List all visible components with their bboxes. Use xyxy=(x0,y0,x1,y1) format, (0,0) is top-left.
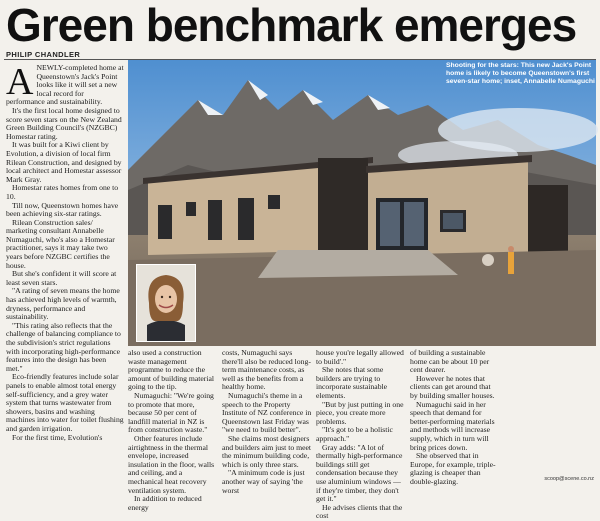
paragraph: She claims most designers and builders aim just to meet the minimum building code, which is only three stars. xyxy=(222,433,312,469)
paragraph: "A rating of seven means the home has achieved high levels of warmth, dryness, performance and sustainability. xyxy=(6,286,120,322)
paragraph: Gray adds: "A lot of thermally high-performance buildings still get condensation because they use aluminium windows — if they're timber, they don't get it." xyxy=(316,442,403,504)
portrait-illustration xyxy=(137,265,195,341)
paragraph: It was built for a Kiwi client by Evolution, a division of local firm Rilean Construction, and designed by local architect and Homestar assessor Mark Gray. xyxy=(6,140,122,184)
paragraph: of building a sustainable home can be about 10 per cent dearer. xyxy=(410,348,490,375)
article-column-5 xyxy=(410,348,500,486)
article-column-2 xyxy=(128,348,218,512)
paragraph: She notes that some builders are trying to incorporate sustainable elements. xyxy=(316,365,388,400)
paragraph: For the first time, Evolution's xyxy=(12,432,103,442)
drop-cap: A xyxy=(6,61,34,103)
paragraph: "It's got to be a holistic approach." xyxy=(316,425,393,443)
photo-illustration xyxy=(128,60,596,346)
paragraph: It's the first local home designed to score seven stars on the New Zealand Green Building Council's (NZGBC) Homestar rating. xyxy=(6,105,122,141)
house-mountains-photo xyxy=(128,60,596,346)
paragraph: Till now, Queenstown homes have been achieving six-star ratings. xyxy=(6,200,119,219)
paragraph: "But by just putting in one piece, you create more problems. xyxy=(316,399,404,426)
paragraph: However he notes that clients can get around that by building smaller houses. xyxy=(410,373,495,400)
paragraph: Eco-friendly features include solar panels to enable almost total energy self-sufficiency, and a grey water system that turns wastewater from showers, basins and washing machines into water for toilet flushing and garden irrigation. xyxy=(6,372,124,433)
paragraph: He advises clients that the cost xyxy=(316,502,403,521)
paragraph xyxy=(6,61,124,107)
portrait-photo xyxy=(136,264,196,342)
paragraph: But she's confident it will score at least seven stars. xyxy=(6,269,117,287)
article-column-1 xyxy=(6,61,124,482)
paragraph: Numaguchi said in her speech that demand for better-performing materials and methods will increase supply, which in turn will bring prices down. xyxy=(410,399,495,452)
contact-email: scoop@scene.co.nz xyxy=(544,476,594,482)
photo-caption: Shooting for the stars: This new Jack's Point home is likely to become Queenstown's first seven-star home; inset, Annabelle Numaguchi xyxy=(446,62,595,85)
paragraph: "This rating also reflects that the challenge of balancing compliance to the subdivision's strict regulations with incorporating high-performance features into the design has been met." xyxy=(6,320,121,373)
paragraph: She observed that in Europe, for example, triple-glazing is cheaper than double-glazing. xyxy=(410,451,496,486)
paragraph: costs, Numaguchi says there'll also be reduced long-term maintenance costs, as well as the benefits from a healthy home. xyxy=(222,348,311,392)
headline: Green benchmark emerges xyxy=(6,0,577,51)
paragraph: Homestar rates homes from one to 10. xyxy=(6,183,119,201)
paragraph: house you're legally allowed to build'." xyxy=(316,348,404,366)
paragraph: also used a construction waste management programme to reduce the amount of building material going to the tip. xyxy=(128,348,215,392)
article-column-3 xyxy=(222,348,312,495)
paragraph: In addition to reduced energy xyxy=(128,494,202,512)
paragraph: "A minimum code is just another way of saying 'the worst xyxy=(222,468,305,495)
lead-text: NEWLY-completed home at Queenstown's Jack's Point looks like it will set a new local record for performance and sustainability. xyxy=(6,63,124,107)
article-column-4 xyxy=(316,348,406,521)
byline: PHILIP CHANDLER xyxy=(6,50,81,59)
paragraph: Rilean Construction sales/ marketing consultant Annabelle Numaguchi, who's also a Homestar practitioner, says it may take two years before NZGBC certifies the house. xyxy=(6,217,115,270)
paragraph: Other features include airtightness in the thermal envelope, increased insulation in the floor, walls and ceiling, and a mechanical heat recovery ventilation system. xyxy=(128,433,215,495)
paragraph: Numaguchi: "We're going to promote that more, because 50 per cent of landfill material in NZ is from construction waste." xyxy=(128,390,214,435)
paragraph: Numaguchi's theme in a speech to the Property Institute of NZ conference in Queenstown last Friday was "we need to build better". xyxy=(222,390,312,435)
